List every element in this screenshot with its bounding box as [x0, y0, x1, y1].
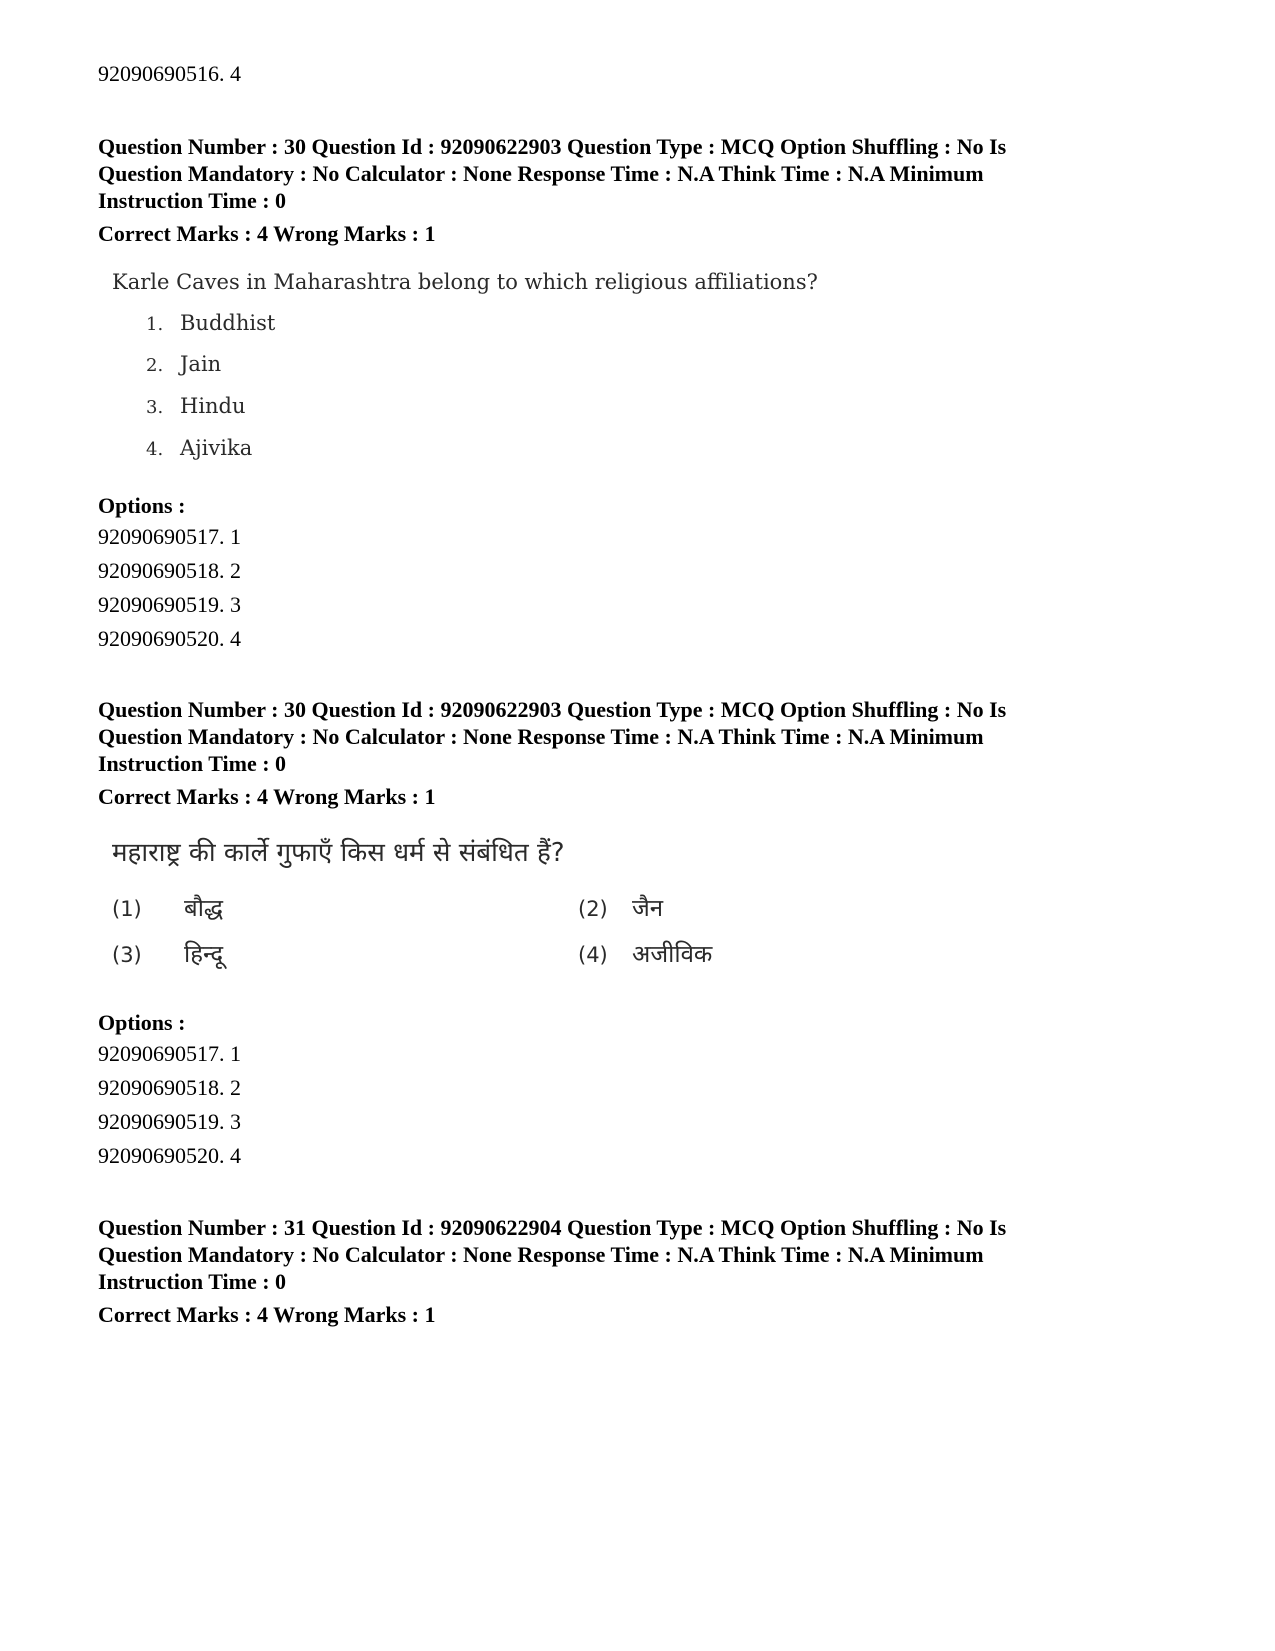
option-item: 92090690520. 4: [98, 626, 241, 651]
choice-text: Ajivika: [180, 436, 253, 460]
option-item: 92090690517. 1: [98, 1041, 241, 1066]
choice-number: (2): [578, 897, 608, 921]
question-header-line-3: Instruction Time : 0: [98, 751, 287, 776]
choice-number: 1.: [146, 314, 164, 335]
choice-text: बौद्ध: [184, 894, 224, 922]
question-header-line-1: Question Number : 30 Question Id : 92090622903 Question Type : MCQ Option Shuffling : No Is: [98, 134, 1007, 159]
choice-item: [146, 309, 275, 339]
choice-text: Buddhist: [180, 311, 276, 335]
options-list: [98, 520, 241, 656]
choice-number: (4): [578, 943, 608, 967]
marks-line: Correct Marks : 4 Wrong Marks : 1: [98, 1302, 436, 1327]
choice-item: [146, 392, 246, 422]
choice-number: 4.: [146, 439, 164, 460]
choice-text: अजीविक: [632, 940, 713, 968]
question-header-line-3: Instruction Time : 0: [98, 1269, 287, 1294]
previous-option-line: 92090690516. 4: [98, 61, 241, 86]
choice-item: [146, 434, 252, 464]
choice-text: हिन्दू: [184, 940, 224, 968]
question-header-line-2: Question Mandatory : No Calculator : None Response Time : N.A Think Time : N.A Minimum: [98, 161, 984, 186]
question-header-line-3: Instruction Time : 0: [98, 188, 287, 213]
choice-number: 2.: [146, 355, 164, 376]
question-header-line-1: Question Number : 31 Question Id : 92090622904 Question Type : MCQ Option Shuffling : No Is: [98, 1215, 1007, 1240]
options-list: [98, 1037, 241, 1173]
question-header-line-2: Question Mandatory : No Calculator : None Response Time : N.A Think Time : N.A Minimum: [98, 724, 984, 749]
choice-number: 3.: [146, 397, 164, 418]
option-item: 92090690517. 1: [98, 524, 241, 549]
options-label: Options :: [98, 493, 186, 518]
marks-line: Correct Marks : 4 Wrong Marks : 1: [98, 221, 436, 246]
option-item: 92090690518. 2: [98, 1075, 241, 1100]
option-item: 92090690520. 4: [98, 1143, 241, 1168]
question-text: महाराष्ट्र की कार्ले गुफाएँ किस धर्म से संबंधित हैं?: [112, 838, 565, 868]
choice-text: Hindu: [180, 394, 246, 418]
choice-text: Jain: [180, 352, 222, 376]
choice-item: [578, 938, 712, 971]
marks-line: Correct Marks : 4 Wrong Marks : 1: [98, 784, 436, 809]
option-item: 92090690518. 2: [98, 558, 241, 583]
choice-item: [578, 892, 663, 925]
option-item: 92090690519. 3: [98, 1109, 241, 1134]
question-image-hindi: [112, 836, 713, 968]
choice-item: [146, 350, 221, 380]
choice-item: [112, 938, 223, 971]
choice-number: (3): [112, 943, 142, 967]
option-item: 92090690519. 3: [98, 592, 241, 617]
question-image-english: [112, 268, 818, 460]
question-header-line-1: Question Number : 30 Question Id : 92090622903 Question Type : MCQ Option Shuffling : No Is: [98, 697, 1007, 722]
choice-item: [112, 892, 223, 925]
options-label: Options :: [98, 1010, 186, 1035]
question-header-line-2: Question Mandatory : No Calculator : None Response Time : N.A Think Time : N.A Minimum: [98, 1242, 984, 1267]
choice-text: जैन: [632, 894, 664, 922]
choice-number: (1): [112, 897, 142, 921]
question-text: Karle Caves in Maharashtra belong to which religious affiliations?: [112, 270, 818, 294]
